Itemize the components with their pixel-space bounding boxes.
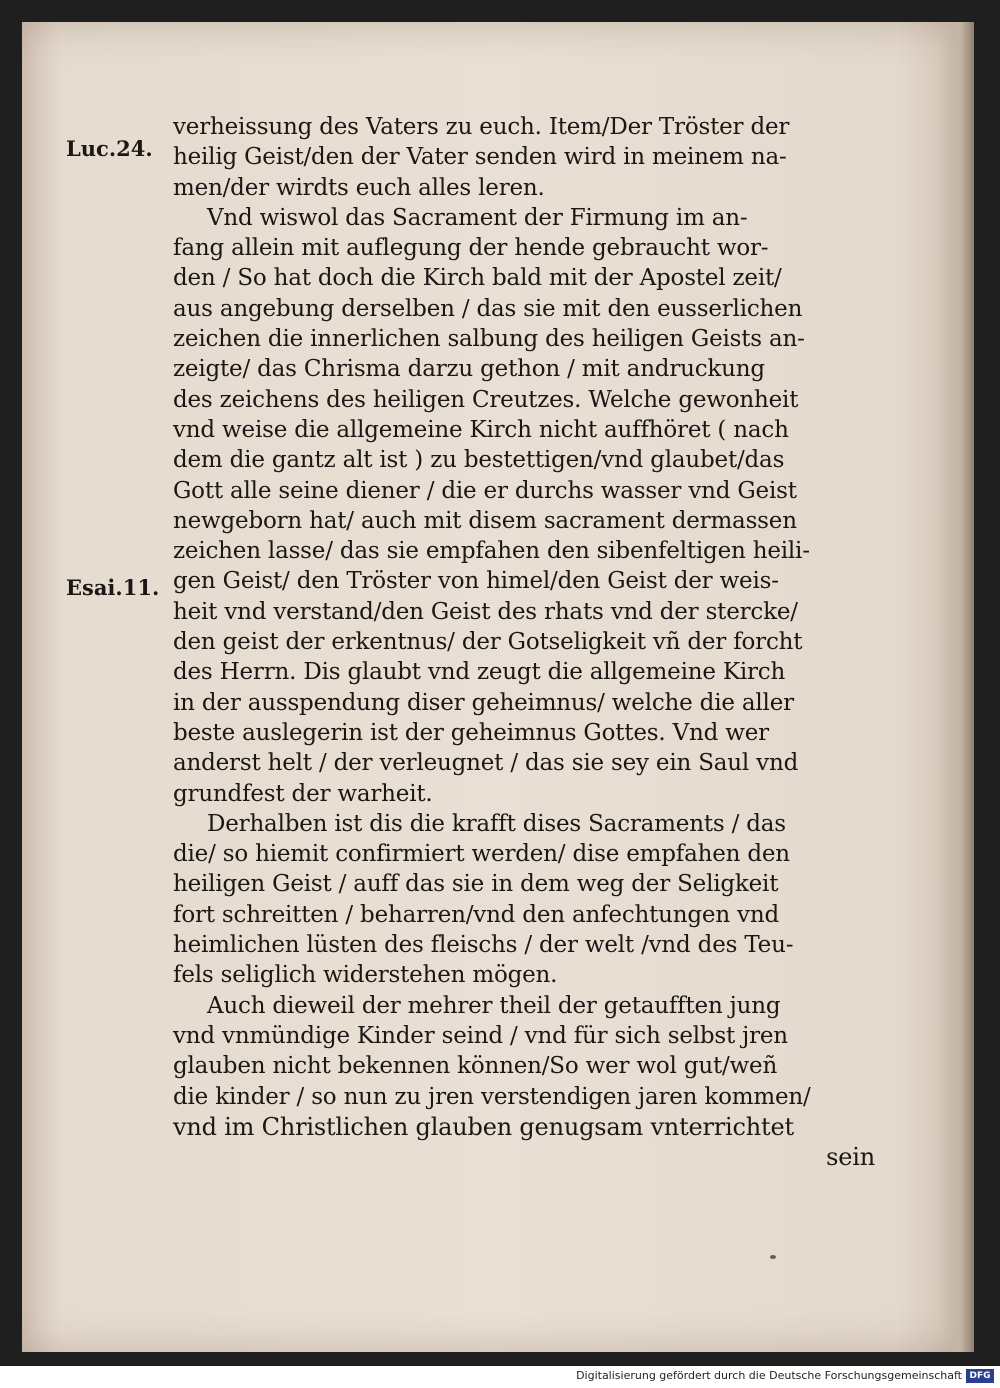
- text-line: fels seliglich widerstehen mögen.: [173, 962, 558, 989]
- text-line: den / So hat doch die Kirch bald mit der Apostel zeit/: [173, 265, 782, 292]
- text-line: beste auslegerin ist der geheimnus Gottes. Vnd wer: [173, 719, 769, 746]
- dfg-logo-icon: DFG: [966, 1369, 994, 1383]
- text-line: zeichen die innerlichen salbung des heiligen Geists an-: [173, 326, 805, 353]
- paper-speck: [770, 1255, 776, 1259]
- text-line: men/der wirdts euch alles leren.: [173, 174, 545, 201]
- text-line: grundfest der warheit.: [173, 780, 433, 807]
- text-line: Derhalben ist dis die krafft dises Sacraments / das: [207, 810, 786, 837]
- text-line: vnd vnmündige Kinder seind / vnd für sich selbst jren: [173, 1022, 788, 1049]
- text-line: heiligen Geist / auff das sie in dem weg der Seligkeit: [173, 871, 779, 898]
- text-line: dem die gantz alt ist ) zu bestettigen/vnd glaubet/das: [173, 447, 785, 474]
- margin-note-luc: Luc.24.: [66, 136, 153, 161]
- text-line: Vnd wiswol das Sacrament der Firmung im an-: [207, 204, 748, 231]
- catchword: sein: [826, 1143, 875, 1172]
- text-line: zeigte/ das Chrisma darzu gethon / mit andruckung: [173, 356, 765, 383]
- text-line: die/ so hiemit confirmiert werden/ dise empfahen den: [173, 841, 790, 868]
- text-line: fort schreitten / beharren/vnd den anfechtungen vnd: [173, 901, 779, 928]
- margin-note-esai: Esai.11.: [66, 575, 160, 600]
- text-line: heimlichen lüsten des fleischs / der welt /vnd des Teu-: [173, 932, 794, 959]
- text-line: zeichen lasse/ das sie empfahen den sibenfeltigen heili-: [173, 538, 810, 565]
- text-line: heit vnd verstand/den Geist des rhats vnd der stercke/: [173, 598, 798, 625]
- text-line: aus angebung derselben / das sie mit den eusserlichen: [173, 295, 803, 322]
- text-line: vnd weise die allgemeine Kirch nicht auffhöret ( nach: [173, 416, 789, 443]
- text-line: Gott alle seine diener / die er durchs wasser vnd Geist: [173, 477, 797, 504]
- text-line: newgeborn hat/ auch mit disem sacrament dermassen: [173, 507, 797, 534]
- text-line: glauben nicht bekennen können/So wer wol gut/weñ: [173, 1053, 778, 1080]
- text-line: anderst helt / der verleugnet / das sie sey ein Saul vnd: [173, 750, 799, 777]
- text-line: des Herrn. Dis glaubt vnd zeugt die allgemeine Kirch: [173, 659, 786, 686]
- text-line: gen Geist/ den Tröster von himel/den Geist der weis-: [173, 568, 779, 595]
- text-line: heilig Geist/den der Vater senden wird in meinem na-: [173, 144, 787, 171]
- page-gutter-shadow: [940, 22, 974, 1352]
- text-line: des zeichens des heiligen Creutzes. Welche gewonheit: [173, 386, 799, 413]
- funding-credit: Digitalisierung gefördert durch die Deutsche Forschungsgemeinschaft: [576, 1369, 962, 1382]
- text-line: vnd im Christlichen glauben genugsam vnterrichtet: [173, 1112, 794, 1141]
- text-line: verheissung des Vaters zu euch. Item/Der Tröster der: [173, 114, 790, 140]
- text-line: den geist der erkentnus/ der Gotseligkeit vñ der forcht: [173, 629, 803, 656]
- text-line: die kinder / so nun zu jren verstendigen jaren kommen/: [173, 1083, 811, 1110]
- text-line: in der ausspendung diser geheimnus/ welche die aller: [173, 689, 794, 716]
- text-line: Auch dieweil der mehrer theil der getaufften jung: [207, 992, 781, 1019]
- text-line: fang allein mit auflegung der hende gebraucht wor-: [173, 235, 769, 262]
- body-text: [173, 112, 893, 1172]
- footer-bar: [0, 1366, 1000, 1388]
